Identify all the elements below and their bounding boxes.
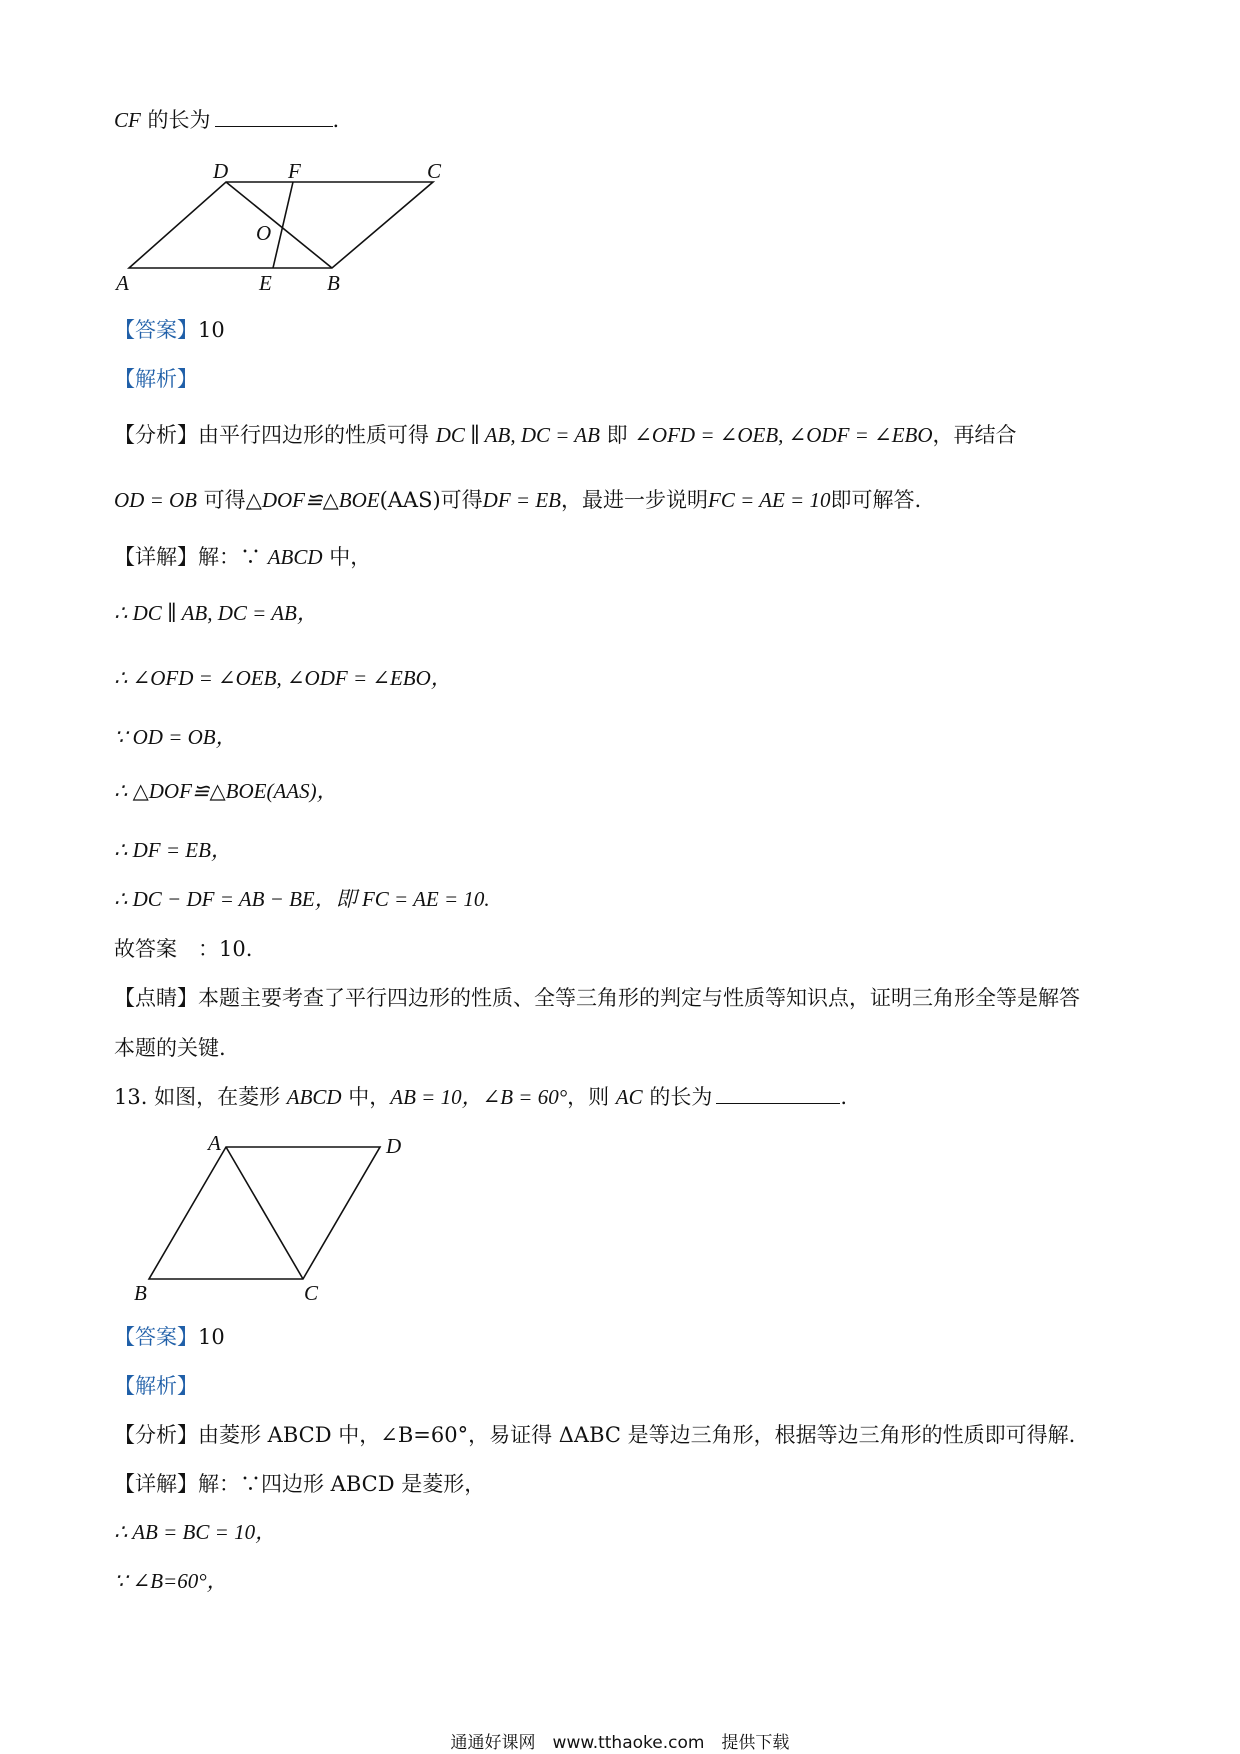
q12-dianjing-1: [114, 986, 1080, 1011]
q13-answer-tag: 【答案】: [114, 1325, 198, 1349]
q13-step-1: ∴ AB = BC = 10，: [114, 1520, 277, 1544]
label-d: D: [213, 159, 229, 183]
parallelogram-abcd: [129, 182, 433, 268]
q13-text4: 的长为: [642, 1085, 713, 1109]
label-e: E: [259, 271, 272, 295]
q13-text3: ，则: [567, 1085, 616, 1109]
answer-value: 10: [198, 318, 225, 342]
fenxi-math3: OD = OB: [114, 488, 197, 512]
q12-analysis-tag: 【解析】: [114, 367, 198, 391]
q12-step-5: ∴ DF = EB，: [114, 838, 232, 862]
dianjing-tag: 【点睛】: [114, 986, 198, 1010]
xiangjie-math: ABCD: [267, 545, 323, 569]
q13-fenxi: [114, 1423, 1075, 1448]
fenxi-end: 即可解答.: [830, 488, 922, 512]
fenxi-math6: FC = AE = 10: [708, 488, 831, 512]
label-f: F: [288, 159, 301, 183]
answer-tag: 【答案】: [114, 318, 198, 342]
q12-xiangjie: [114, 545, 371, 570]
page-footer: 通通好课网 www.tthaoke.com 提供下载: [450, 1733, 790, 1753]
diagonal-ac: [226, 1147, 303, 1279]
q12-step-4: ∴ △DOF≌△BOE(AAS)，: [114, 779, 338, 803]
fenxi-kede: 可得: [197, 488, 246, 512]
q13-xiangjie-text: 解：∵四边形 ABCD 是菱形，: [198, 1472, 486, 1496]
q12-step-2: ∴ ∠OFD = ∠OEB, ∠ODF = ∠EBO，: [114, 666, 452, 690]
q13-math2: AB = 10，∠B = 60°: [390, 1085, 568, 1109]
q12-dianjing-2: 本题的关键.: [114, 1036, 226, 1060]
q13-fenxi-tag: 【分析】: [114, 1423, 198, 1447]
q12-answer: [114, 318, 225, 343]
xiangjie-zhong: 中，: [322, 545, 372, 569]
fenxi-aas: (AAS): [379, 488, 441, 512]
label-d2: D: [386, 1134, 402, 1158]
xiangjie-tag: 【详解】: [114, 545, 198, 569]
label-a2: A: [208, 1131, 221, 1155]
q13-number: 13.: [114, 1085, 148, 1109]
intro-period: .: [332, 108, 340, 132]
q12-final: 故答案 ：10.: [114, 937, 253, 961]
diagonal-db: [226, 182, 332, 268]
q13-step-2: ∵ ∠B=60°，: [114, 1569, 228, 1593]
q13-math3: AC: [615, 1085, 643, 1109]
fenxi-math1: DC ∥ AB, DC = AB: [435, 423, 600, 447]
q13-analysis-tag: 【解析】: [114, 1374, 198, 1398]
fenxi-ji: 即: [599, 423, 635, 447]
label-o: O: [256, 221, 272, 245]
label-c: C: [427, 159, 442, 183]
segment-fe: [273, 182, 293, 268]
q13-text1: 如图，在菱形: [147, 1085, 287, 1109]
intro-text: 的长为: [140, 108, 211, 132]
fenxi-zaijiehe: ，再结合: [932, 423, 1017, 447]
fenxi-rest: ，最进一步说明: [561, 488, 708, 512]
fenxi-math4: △DOF≌△BOE: [245, 488, 380, 512]
label-b2: B: [134, 1281, 147, 1305]
label-b: B: [327, 271, 340, 295]
label-a: A: [116, 271, 129, 295]
q13-answer: [114, 1325, 225, 1350]
fenxi-kede2: 可得: [440, 488, 483, 512]
q13-text2: 中，: [341, 1085, 391, 1109]
label-c2: C: [304, 1281, 319, 1305]
q12-step-1: ∴ DC ∥ AB, DC = AB，: [114, 601, 318, 625]
fenxi-math5: DF = EB: [482, 488, 561, 512]
fenxi-math2: ∠OFD = ∠OEB, ∠ODF = ∠EBO: [634, 423, 933, 447]
q13-xiangjie-tag: 【详解】: [114, 1472, 198, 1496]
fenxi-text: 由平行四边形的性质可得: [198, 423, 429, 447]
q13-xiangjie: [114, 1472, 485, 1497]
q12-step-6: ∴ DC − DF = AB − BE，即 FC = AE = 10.: [114, 887, 490, 911]
q12-fenxi-line1: [114, 423, 1017, 448]
q13-answer-blank: [716, 1083, 840, 1104]
xiangjie-start: 解：∵: [198, 545, 268, 569]
q12-step-3: ∵ OD = OB，: [114, 725, 237, 749]
q13-fenxi-text: 由菱形 ABCD 中，∠B=60°，易证得 ΔABC 是等边三角形，根据等边三角形的性质即可得解.: [198, 1423, 1076, 1447]
q12-fenxi-line2: [114, 488, 921, 513]
fenxi-tag: 【分析】: [114, 423, 198, 447]
dianjing-text1: 本题主要考查了平行四边形的性质、全等三角形的判定与性质等知识点，证明三角形全等是解答: [198, 986, 1080, 1010]
q13-math1: ABCD: [286, 1085, 342, 1109]
q13-answer-value: 10: [198, 1325, 225, 1349]
q13-period: .: [840, 1085, 848, 1109]
segment-cf: CF: [114, 108, 141, 132]
q13-question: [114, 1083, 847, 1110]
